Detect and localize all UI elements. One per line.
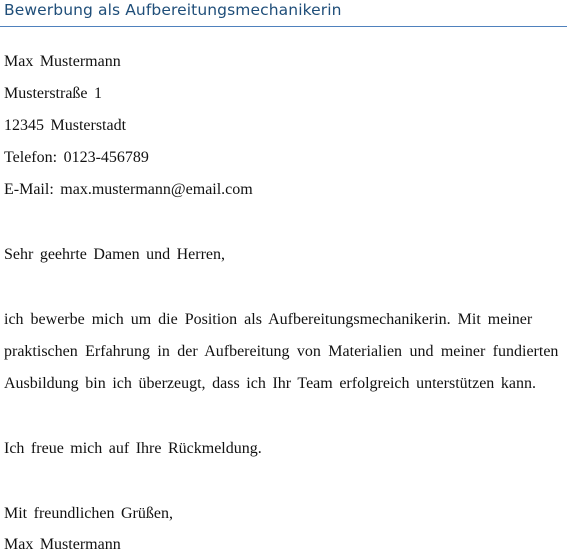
title-divider <box>0 26 567 27</box>
signature: Max Mustermann <box>4 536 121 553</box>
closing: Mit freundlichen Grüßen, <box>4 505 173 522</box>
salutation: Sehr geehrte Damen und Herren, <box>4 246 226 263</box>
document-title: Bewerbung als Aufbereitungsmechanikerin <box>4 1 342 19</box>
sender-city: 12345 Musterstadt <box>4 117 127 134</box>
sender-phone: Telefon: 0123-456789 <box>4 149 149 166</box>
body-line: ich bewerbe mich um die Position als Aufbereitungsmechanikerin. Mit meiner <box>4 311 533 328</box>
closing-sentence: Ich freue mich auf Ihre Rückmeldung. <box>4 440 262 457</box>
body-line: Ausbildung bin ich überzeugt, dass ich Ihr Team erfolgreich unterstützen kann. <box>4 375 536 392</box>
body-line: praktischen Erfahrung in der Aufbereitung von Materialien und meiner fundierten <box>4 343 559 360</box>
sender-email: E-Mail: max.mustermann@email.com <box>4 181 253 198</box>
sender-street: Musterstraße 1 <box>4 85 103 102</box>
sender-name: Max Mustermann <box>4 53 121 70</box>
